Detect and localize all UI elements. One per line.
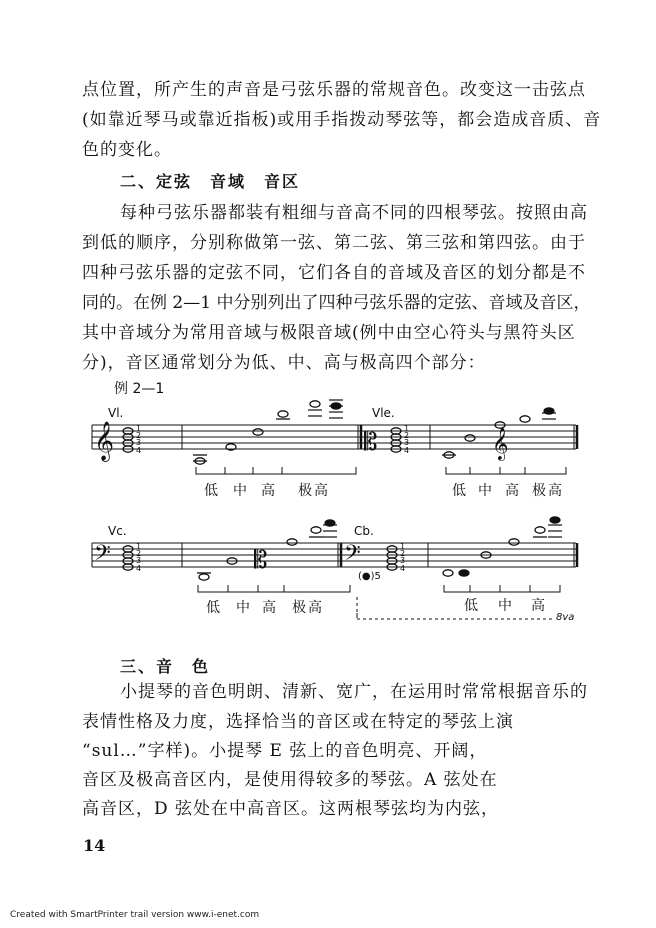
- body-line-8: 同的。在例 2—1 中分别列出了四种弓弦乐器的定弦、音域及音区，: [82, 293, 591, 313]
- octave-mark: 8va: [556, 612, 575, 623]
- body-line-10: 分)，音区通常划分为低、中、高与极高四个部分：: [82, 353, 486, 373]
- section-heading-2: 二、定弦 音域 音区: [120, 172, 301, 191]
- body-line-1: 点位置，所产生的声音是弓弦乐器的常规音色。改变这一击弦点: [82, 80, 586, 100]
- section3-line-5: 高音区，D 弦处在中高音区。这两根琴弦均为内弦，: [82, 799, 500, 819]
- section3-line-4: 音区及极高音区内，是使用得较多的琴弦。A 弦处在: [82, 770, 498, 790]
- string-number-vl-1: 1: [136, 424, 142, 433]
- section3-line-2: 表情性格及力度，选择恰当的音区或在特定的琴弦上演: [82, 712, 514, 732]
- register-label-low: 低: [206, 600, 222, 616]
- section-heading-3: 三、音 色: [120, 657, 211, 676]
- instrument-label-bass: Cb.: [354, 524, 374, 538]
- body-line-3: 色的变化。: [82, 140, 172, 160]
- svg-text:𝄢: 𝄢: [344, 541, 361, 571]
- register-label-mid: 中: [478, 483, 494, 499]
- register-label-extreme: 极高: [292, 600, 324, 616]
- svg-text:𝄡: 𝄡: [254, 546, 268, 574]
- register-label-mid: 中: [236, 600, 252, 616]
- svg-text:𝄡: 𝄡: [364, 428, 378, 456]
- register-label-high: 高: [505, 483, 521, 499]
- register-label-mid: 中: [498, 598, 514, 614]
- register-label-low: 低: [464, 598, 480, 614]
- svg-text:𝄢: 𝄢: [94, 541, 111, 571]
- string-number-vl-2: 2: [136, 431, 142, 440]
- register-label-high: 高: [261, 483, 277, 499]
- svg-text:𝄞: 𝄞: [492, 427, 509, 460]
- cb-parenthesized-note: (●)5: [358, 571, 381, 582]
- string-number-vl-4: 4: [136, 446, 142, 455]
- register-label-extreme: 极高: [532, 483, 564, 499]
- string-number-vc-3: 3: [136, 556, 142, 565]
- body-line-7: 四种弓弦乐器的定弦不同，它们各自的音域及音区的划分都是不: [82, 263, 586, 283]
- string-number-cb-3: 3: [400, 556, 406, 565]
- register-label-extreme: 极高: [298, 483, 330, 499]
- string-number-vc-2: 2: [136, 549, 142, 558]
- string-number-vc-1: 1: [136, 542, 142, 551]
- register-label-low: 低: [452, 483, 468, 499]
- register-label-high: 高: [262, 600, 278, 616]
- body-line-6: 到低的顺序，分别称做第一弦、第二弦、第三弦和第四弦。由于: [82, 233, 586, 253]
- body-line-2: (如靠近琴马或靠近指板)或用手指拨动琴弦等，都会造成音质、音: [82, 110, 602, 130]
- body-line-9: 其中音域分为常用音域与极限音域(例中由空心符头与黑符头区: [82, 323, 576, 343]
- body-line-5: 每种弓弦乐器都装有粗细与音高不同的四根琴弦。按照由高: [120, 203, 588, 223]
- string-number-vle-1: 1: [404, 424, 410, 433]
- section3-line-3: “sul…”字样)。小提琴 E 弦上的音色明亮、开阔，: [82, 741, 488, 761]
- instrument-label-cello: Vc.: [108, 524, 127, 538]
- page-number: 14: [83, 836, 106, 855]
- footer-watermark: Created with SmartPrinter trail version www.i-enet.com: [10, 910, 260, 920]
- string-number-vle-2: 2: [404, 431, 410, 440]
- instrument-label-viola: Vle.: [372, 406, 395, 420]
- string-number-vc-4: 4: [136, 564, 142, 573]
- instrument-label-violin: Vl.: [108, 406, 124, 420]
- string-number-cb-2: 2: [400, 549, 406, 558]
- register-label-high: 高: [531, 598, 547, 614]
- register-label-mid: 中: [233, 483, 249, 499]
- string-number-cb-1: 1: [400, 542, 406, 551]
- example-label: 例 2—1: [114, 381, 165, 397]
- string-number-vle-4: 4: [404, 446, 410, 455]
- svg-text:𝄞: 𝄞: [94, 421, 115, 461]
- string-number-cb-4: 4: [400, 564, 406, 573]
- string-number-vle-3: 3: [404, 438, 410, 447]
- register-label-low: 低: [204, 483, 220, 499]
- section3-line-1: 小提琴的音色明朗、清新、宽广，在运用时常常根据音乐的: [120, 682, 588, 702]
- string-number-vl-3: 3: [136, 438, 142, 447]
